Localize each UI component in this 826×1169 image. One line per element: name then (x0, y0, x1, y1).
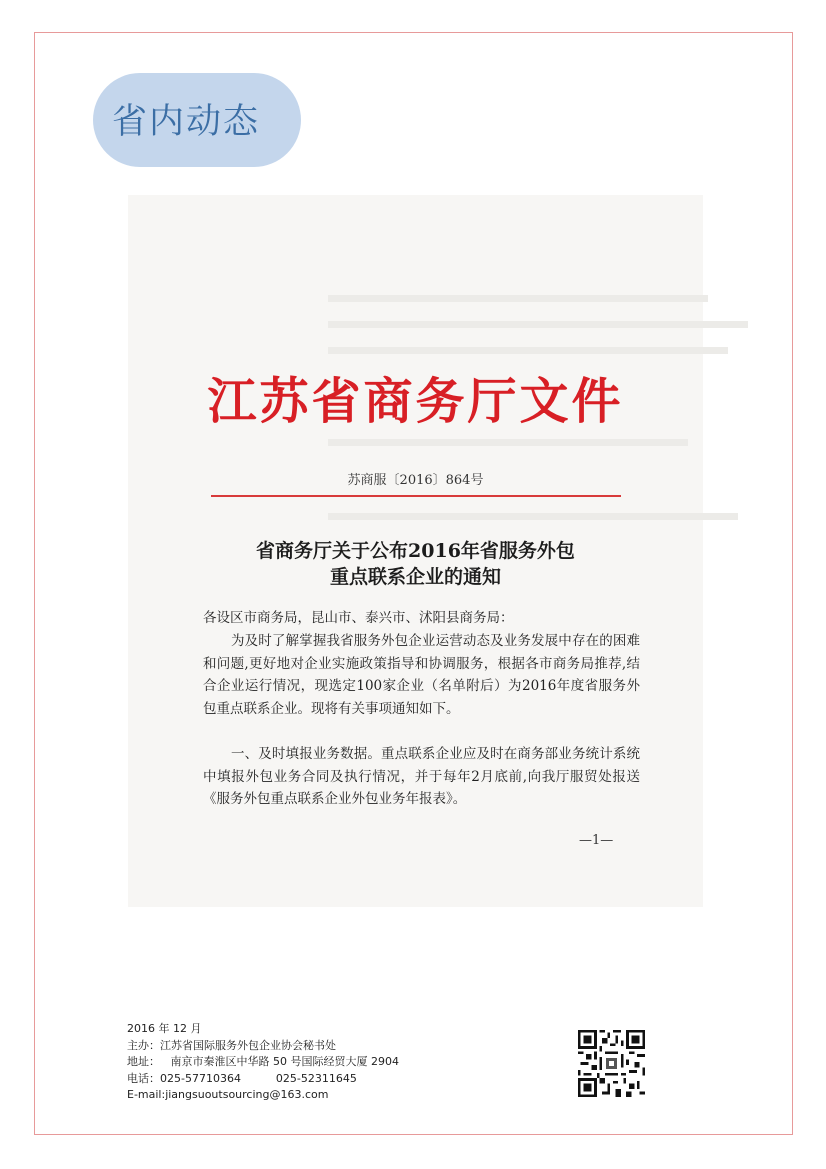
footer-sponsor: 主办：江苏省国际服务外包企业协会秘书处 (127, 1038, 336, 1052)
section-tag-label: 省内动态 (112, 102, 261, 142)
paragraph-2: 一、及时填报业务数据。重点联系企业应及时在商务部业务统计系统中填报外包业务合同及执行情况，并于每年2月底前,向我厅服贸处报送《服务外包重点联系企业外包业务年报表》。 (203, 746, 640, 807)
footer-email: E-mail:jiangsuoutsourcing@163.com (127, 1088, 329, 1101)
red-divider (211, 495, 621, 497)
page-number: —1— (579, 833, 614, 848)
bleed-through-line (328, 321, 748, 328)
bleed-through-line (328, 513, 738, 520)
bleed-through-line (328, 347, 728, 354)
footer-phone: 电话：025-57710364 025-52311645 (127, 1071, 357, 1085)
salutation: 各设区市商务局，昆山市、泰兴市、沭阳县商务局： (203, 610, 514, 626)
bleed-through-line (328, 295, 708, 302)
notice-title-line-2: 重点联系企业的通知 (329, 566, 501, 588)
bleed-through-line (328, 439, 688, 446)
footer-date: 2016 年 12 月 (127, 1022, 202, 1035)
footer-info (127, 1021, 399, 1104)
document-number: 苏商服〔2016〕864号 (347, 473, 484, 488)
scanned-document (128, 195, 703, 907)
paragraph-1: 为及时了解掌握我省服务外包企业运营动态及业务发展中存在的困难和问题,更好地对企业实施政策指导和协调服务，根据各市商务局推荐,结合企业运行情况，现选定100家企业（名单附后）为2016年度省服务外包重点联系企业。现将有关事项通知如下。 (203, 633, 640, 717)
qr-code-icon (578, 1030, 645, 1097)
notice-title-line-1: 省商务厅关于公布2016年省服务外包 (256, 540, 575, 562)
footer-address: 地址： 南京市秦淮区中华路 50 号国际经贸大厦 2904 (127, 1055, 399, 1068)
document-header: 江苏省商务厅文件 (207, 372, 624, 430)
